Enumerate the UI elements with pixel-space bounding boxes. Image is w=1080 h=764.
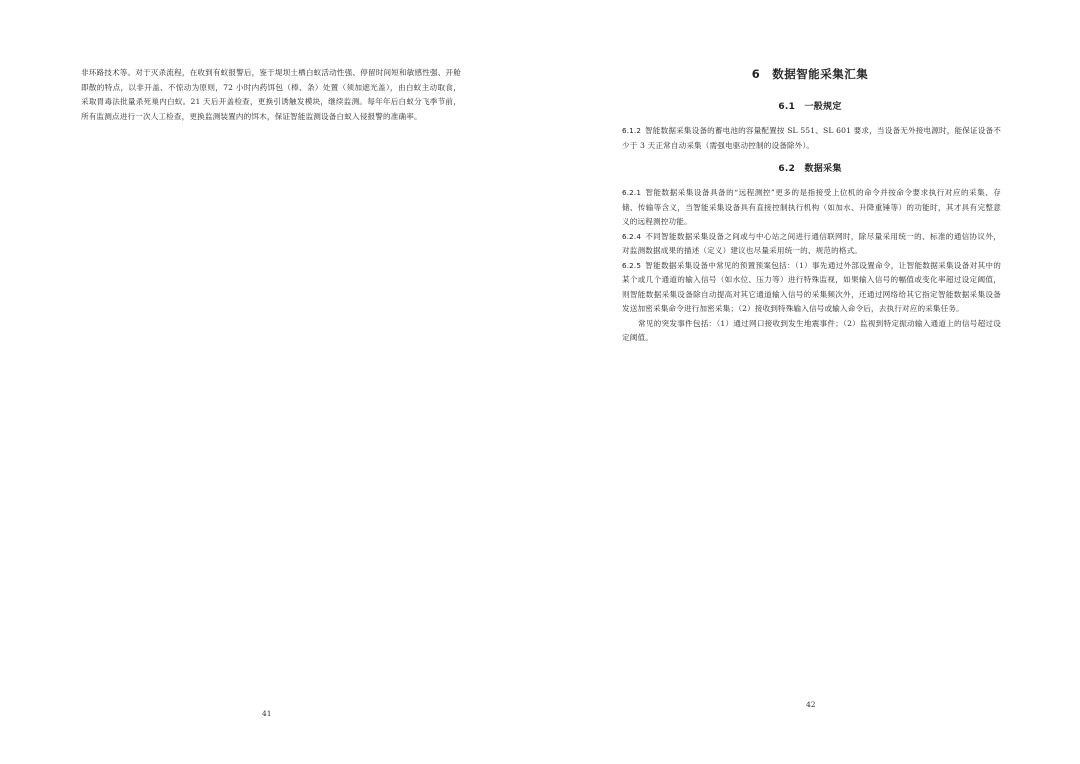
left-page-paragraph: 非环路技术等。对于灭杀流程，在收到有蚁报警后，鉴于堤坝土栖白蚁活动性强、停留时间短和敏感性强、开舱即散的特点，以非开盖、不惊动为原则，72 小时内药饵包（棒、条）处置（须加遮光盖），由白蚁主动取食，采取胃毒法批量杀死巢内白蚁。21 天后开盖检查，更换引诱触发模块，继续监测。每年年后白蚁分飞季节前，所有监测点进行一次人工检查，更换监测装置内的饵木，保证智能监测设备白蚁入侵报警的准确率。 — [81, 68, 461, 121]
section-data-collection-body — [622, 186, 1001, 346]
clause-6-2-5 — [622, 259, 1001, 317]
clause-text: 不同智能数据采集设备之间或与中心站之间进行通信联网时，除尽量采用统一的、标准的通信协议外，对监测数据成果的描述（定义）建议也尽量采用统一的、规范的格式。 — [622, 231, 1001, 255]
clause-number: 6.1.2 — [622, 126, 642, 135]
clause-number: 6.2.4 — [622, 231, 642, 241]
clause-text: 智能数据采集设备具备的“远程测控”更多的是指接受上位机的命令并按命令要求执行对应的采集、存储、传输等含义，当智能采集设备具有直接控制执行机构（如加水、升降重锤等）的功能时，其才具有完整意义的远程测控功能。 — [622, 188, 1001, 226]
clause-number: 6.2.5 — [622, 260, 642, 270]
section-title-general: 6.1 一般规定 — [778, 102, 842, 112]
clause-text: 智能数据采集设备中常见的预置预案包括：（1）事先通过外部设置命令，让智能数据采集设备对其中的某个或几个通道的输入信号（如水位、压力等）进行特殊监视，如果输入信号的幅值或变化率超过设定阈值，则智能数据采集设备除自动提高对其它通道输入信号的采集频次外，还通过网络给其它指定智能数据采集设备发送加密采集命令进行加密采集；（2）接收到特殊输入信号或输入命令后，去执行对应的采集任务。 — [622, 260, 1001, 313]
emergency-events-paragraph: 常见的突发事件包括：（1）通过网口接收到发生地震事件；（2）监视到特定振动输入通道上的信号超过设定阈值。 — [622, 318, 1001, 342]
clause-6-2-4 — [622, 230, 1001, 259]
right-page-number: 42 — [806, 700, 816, 709]
section-title-data-collection: 6.2 数据采集 — [778, 164, 842, 174]
chapter-title: 6 数据智能采集汇集 — [751, 67, 869, 81]
section-general-body — [622, 124, 1001, 153]
clause-6-1-2 — [622, 124, 1001, 153]
clause-text: 智能数据采集设备的蓄电池的容量配置按 SL 551、SL 601 要求，当设备无外接电源时，能保证设备不少于 3 天正常自动采集（需强电驱动控制的设备除外）。 — [622, 126, 1001, 150]
clause-6-2-1 — [622, 186, 1001, 230]
left-page-number: 41 — [262, 709, 272, 718]
clause-number: 6.2.1 — [622, 188, 642, 197]
right-page — [540, 0, 1080, 764]
